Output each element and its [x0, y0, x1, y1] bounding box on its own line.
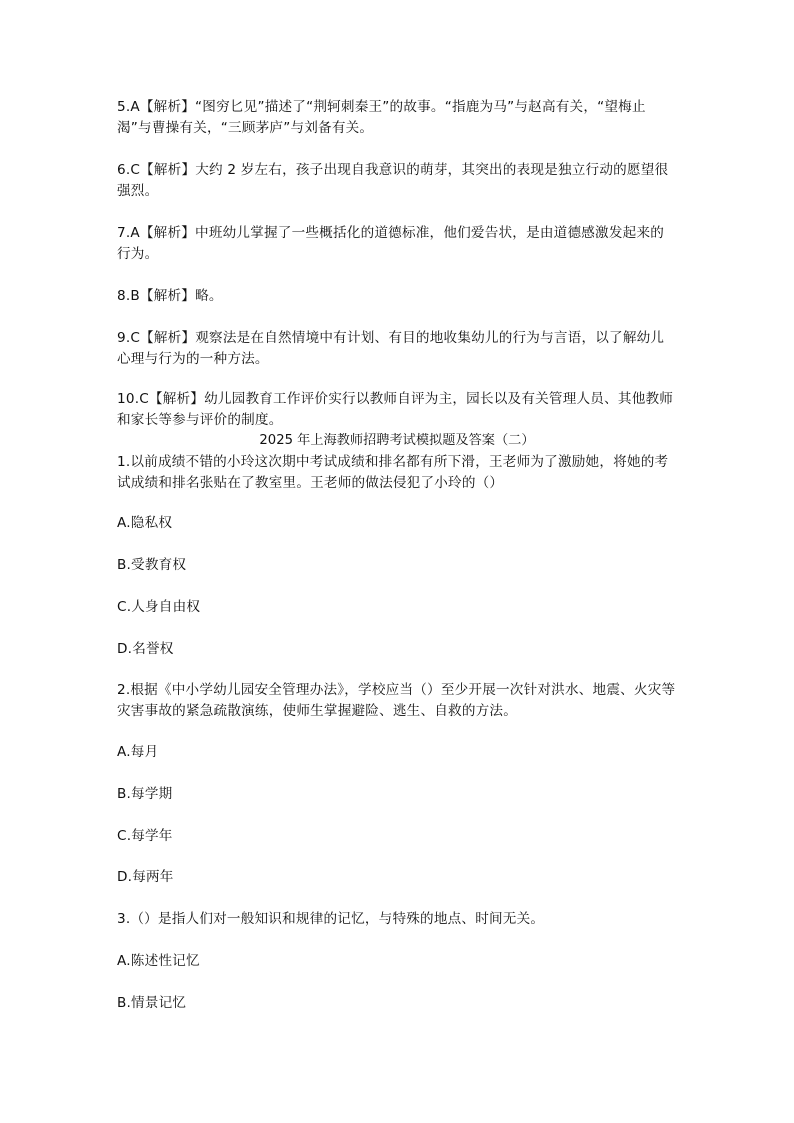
question-1-option-b: B.受教育权 — [117, 557, 187, 573]
question-1-option-d: D.名誉权 — [117, 641, 174, 657]
question-2-option-a: A.每月 — [117, 744, 159, 760]
question-2-option-d: D.每两年 — [117, 869, 174, 885]
question-1-stem: 1.以前成绩不错的小玲这次期中考试成绩和排名都有所下滑，王老师为了激励她，将她的考试成绩和排名张贴在了教室里。王老师的做法侵犯了小玲的（） — [117, 454, 669, 491]
section-title: 2025 年上海教师招聘考试模拟题及答案（二） — [259, 433, 535, 448]
answer-explanation-10: 10.C【解析】幼儿园教育工作评价实行以教师自评为主，园长以及有关管理人员、其他教师和家长等参与评价的制度。 — [117, 391, 674, 428]
answer-explanation-6: 6.C【解析】大约 2 岁左右，孩子出现自我意识的萌芽，其突出的表现是独立行动的愿望很强烈。 — [117, 162, 669, 199]
answer-explanation-5: 5.A【解析】“图穷匕见”描述了“荆轲刺秦王”的故事。“指鹿为马”与赵高有关，“望梅止渴”与曹操有关，“三顾茅庐”与刘备有关。 — [117, 99, 646, 136]
question-2-option-b: B.每学期 — [117, 786, 173, 802]
question-2-stem: 2.根据《中小学幼儿园安全管理办法》，学校应当（）至少开展一次针对洪水、地震、火灾等灾害事故的紧急疏散演练，使师生掌握避险、逃生、自救的方法。 — [117, 682, 676, 719]
question-1-option-c: C.人身自由权 — [117, 599, 201, 615]
question-3-option-a: A.陈述性记忆 — [117, 953, 200, 969]
question-3-stem: 3.（）是指人们对一般知识和规律的记忆，与特殊的地点、时间无关。 — [117, 911, 545, 927]
answer-explanation-9: 9.C【解析】观察法是在自然情境中有计划、有目的地收集幼儿的行为与言语，以了解幼儿心理与行为的一种方法。 — [117, 330, 665, 367]
question-3-option-b: B.情景记忆 — [117, 995, 187, 1011]
answer-explanation-8: 8.B【解析】略。 — [117, 288, 223, 304]
question-1-option-a: A.隐私权 — [117, 515, 173, 531]
question-2-option-c: C.每学年 — [117, 828, 173, 844]
answer-explanation-7: 7.A【解析】中班幼儿掌握了一些概括化的道德标准，他们爱告状，是由道德感激发起来的行为。 — [117, 225, 665, 262]
